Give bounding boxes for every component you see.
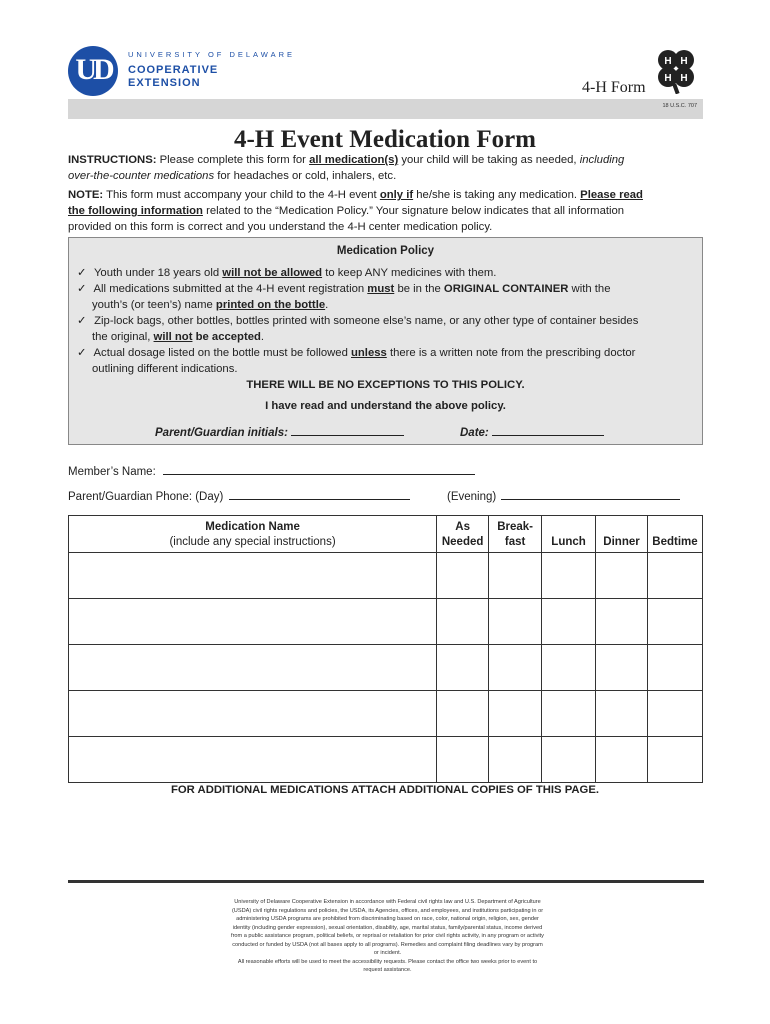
policy-emphasis: printed on the bottle bbox=[215, 299, 326, 311]
footer-line: identity (including gender expression), sexual orientation, disability, age, marital status, family/parental status, income derived bbox=[232, 924, 543, 931]
column-header-bedtime: Bedtime bbox=[647, 516, 702, 553]
medication-table bbox=[68, 515, 703, 783]
check-icon: ✓ bbox=[77, 347, 87, 359]
cell-breakfast[interactable] bbox=[489, 737, 542, 783]
footer-divider bbox=[68, 880, 704, 883]
table-header-row bbox=[69, 516, 703, 553]
instructions-italic: over-the-counter medications bbox=[68, 170, 215, 182]
footer-line: conducted or funded by USDA (not all bases apply to all programs). Remedies and complaint filing deadlines vary by program bbox=[232, 941, 543, 948]
instructions-label: INSTRUCTIONS: bbox=[68, 154, 157, 166]
check-icon: ✓ bbox=[77, 315, 87, 327]
header-bar bbox=[68, 99, 703, 119]
table-row bbox=[69, 599, 703, 645]
phone-evening-field bbox=[447, 489, 680, 503]
policy-text: . bbox=[260, 331, 265, 343]
footer-line: administering USDA programs are prohibited from discriminating based on race, color, national origin, religion, sex, gender bbox=[236, 916, 539, 922]
instructions-emphasis: all medication(s) bbox=[309, 154, 399, 166]
column-header-text: fast bbox=[504, 536, 526, 548]
cell-breakfast[interactable] bbox=[489, 645, 542, 691]
footer-line: or incident. bbox=[373, 950, 402, 956]
cell-medication-name[interactable] bbox=[69, 737, 437, 783]
cell-bedtime[interactable] bbox=[647, 737, 702, 783]
policy-text: to keep ANY medicines with them. bbox=[325, 267, 497, 279]
form-label: 4-H Form bbox=[582, 79, 646, 96]
policy-emphasis: be accepted bbox=[195, 331, 261, 343]
initials-field bbox=[155, 425, 404, 439]
note-emphasis: only if bbox=[379, 189, 414, 201]
svg-text:H: H bbox=[680, 56, 688, 67]
phone-day-field bbox=[68, 489, 410, 503]
university-name: UNIVERSITY OF DELAWARE bbox=[128, 50, 295, 59]
policy-emphasis: ORIGINAL CONTAINER bbox=[443, 283, 569, 295]
phone-day-input-line[interactable] bbox=[229, 489, 410, 500]
cell-dinner[interactable] bbox=[596, 691, 648, 737]
column-header-medication bbox=[69, 516, 437, 553]
member-name-field bbox=[68, 464, 475, 478]
table-row bbox=[69, 737, 703, 783]
svg-text:H: H bbox=[664, 56, 672, 67]
cell-medication-name[interactable] bbox=[69, 691, 437, 737]
policy-text: . bbox=[325, 299, 329, 311]
footer-line: request assistance. bbox=[363, 967, 412, 973]
unit-name-line2: EXTENSION bbox=[128, 77, 201, 89]
cell-as-needed[interactable] bbox=[437, 599, 489, 645]
note-emphasis: the following information bbox=[68, 205, 203, 217]
svg-text:H: H bbox=[664, 73, 672, 84]
column-header-text: As bbox=[455, 521, 470, 533]
cell-bedtime[interactable] bbox=[647, 691, 702, 737]
svg-text:H: H bbox=[680, 73, 688, 84]
column-header-dinner: Dinner bbox=[596, 516, 648, 553]
cell-as-needed[interactable] bbox=[437, 691, 489, 737]
date-label: Date: bbox=[460, 427, 489, 439]
cell-breakfast[interactable] bbox=[489, 599, 542, 645]
policy-emphasis: will not bbox=[153, 331, 193, 343]
initials-input-line[interactable] bbox=[291, 425, 404, 436]
note-text: he/she is taking any medication. bbox=[416, 189, 578, 201]
phone-day-label: Parent/Guardian Phone: (Day) bbox=[68, 491, 224, 503]
policy-emphasis: unless bbox=[351, 347, 387, 359]
policy-heading: Medication Policy bbox=[336, 245, 435, 257]
phone-evening-input-line[interactable] bbox=[501, 489, 680, 500]
cell-medication-name[interactable] bbox=[69, 553, 437, 599]
acknowledgement-text: I have read and understand the above policy. bbox=[265, 400, 506, 412]
column-header-lunch: Lunch bbox=[542, 516, 596, 553]
policy-text: Youth under 18 years old bbox=[93, 267, 220, 279]
table-row bbox=[69, 645, 703, 691]
policy-item bbox=[77, 313, 695, 345]
cell-lunch[interactable] bbox=[542, 737, 596, 783]
cell-medication-name[interactable] bbox=[69, 599, 437, 645]
note-text: This form must accompany your child to the 4-H event bbox=[106, 189, 377, 201]
policy-emphasis: must bbox=[367, 283, 395, 295]
cell-medication-name[interactable] bbox=[69, 645, 437, 691]
column-header-text: Break- bbox=[497, 521, 533, 533]
policy-text: Zip-lock bags, other bottles, bottles printed with someone else’s name, or any other type of container besides bbox=[94, 315, 639, 327]
cell-as-needed[interactable] bbox=[437, 645, 489, 691]
cell-dinner[interactable] bbox=[596, 553, 648, 599]
cell-breakfast[interactable] bbox=[489, 553, 542, 599]
cell-lunch[interactable] bbox=[542, 599, 596, 645]
column-header-breakfast bbox=[489, 516, 542, 553]
policy-text: All medications submitted at the 4-H event registration bbox=[93, 283, 365, 295]
4h-clover-icon bbox=[652, 46, 700, 94]
member-name-label: Member’s Name: bbox=[68, 466, 156, 478]
cell-bedtime[interactable] bbox=[647, 599, 702, 645]
cell-lunch[interactable] bbox=[542, 553, 596, 599]
column-header-as-needed bbox=[437, 516, 489, 553]
policy-text: with the bbox=[571, 283, 611, 295]
policy-text: there is a written note from the prescribing doctor bbox=[389, 347, 636, 359]
column-header-text: (include any special instructions) bbox=[169, 536, 336, 548]
policy-item bbox=[77, 345, 695, 377]
check-icon: ✓ bbox=[77, 283, 87, 295]
note-text: related to the “Medication Policy.” Your signature below indicates that all information bbox=[206, 205, 625, 217]
ud-logo: UD bbox=[68, 46, 118, 96]
usc-code: 18 U.S.C. 707 bbox=[662, 103, 697, 109]
cell-dinner[interactable] bbox=[596, 645, 648, 691]
no-exceptions-notice: THERE WILL BE NO EXCEPTIONS TO THIS POLICY. bbox=[246, 379, 525, 391]
policy-emphasis: will not be allowed bbox=[222, 267, 323, 279]
instructions-text: Please complete this form for bbox=[159, 154, 306, 166]
footer-line: from a public assistance program, political beliefs, or reprisal or retaliation for prior civil rights activity, in any program or activity bbox=[231, 933, 544, 939]
policy-text: Actual dosage listed on the bottle must be followed bbox=[93, 347, 348, 359]
column-header-text: Medication Name bbox=[205, 521, 300, 533]
check-icon: ✓ bbox=[77, 267, 87, 279]
note-label: NOTE: bbox=[68, 189, 104, 201]
policy-text: be in the bbox=[397, 283, 441, 295]
footer-line: (USDA) civil rights regulations and policies, the USDA, its Agencies, offices, and employees, and institutions participating in or bbox=[231, 907, 544, 914]
member-name-input-line[interactable] bbox=[163, 464, 475, 475]
cell-dinner[interactable] bbox=[596, 737, 648, 783]
page-title: 4-H Event Medication Form bbox=[233, 126, 537, 153]
policy-item bbox=[77, 281, 695, 313]
note bbox=[68, 187, 704, 235]
cell-breakfast[interactable] bbox=[489, 691, 542, 737]
cell-dinner[interactable] bbox=[596, 599, 648, 645]
date-field bbox=[460, 425, 604, 439]
policy-text: outlining different indications. bbox=[92, 363, 238, 375]
date-input-line[interactable] bbox=[492, 425, 604, 436]
policy-item bbox=[77, 265, 695, 281]
phone-evening-label: (Evening) bbox=[447, 491, 497, 503]
cell-lunch[interactable] bbox=[542, 691, 596, 737]
column-header-text: Needed bbox=[441, 536, 484, 548]
cell-bedtime[interactable] bbox=[647, 553, 702, 599]
footer-statement bbox=[215, 898, 560, 975]
note-emphasis: Please read bbox=[580, 189, 643, 201]
footer-line: All reasonable efforts will be used to meet the accessibility requests. Please contact the office two weeks prior to event to bbox=[237, 958, 538, 965]
cell-as-needed[interactable] bbox=[437, 553, 489, 599]
additional-copies-notice: FOR ADDITIONAL MEDICATIONS ATTACH ADDITIONAL COPIES OF THIS PAGE. bbox=[170, 784, 600, 796]
note-text: provided on this form is correct and you understand the 4-H center medication policy. bbox=[68, 221, 493, 233]
footer-line: University of Delaware Cooperative Extension in accordance with Federal civil rights law and U.S. Department of Agriculture bbox=[234, 899, 541, 905]
instructions bbox=[68, 152, 704, 184]
medication-policy-box bbox=[68, 237, 703, 445]
table-row bbox=[69, 691, 703, 737]
table-row bbox=[69, 553, 703, 599]
unit-name-line1: COOPERATIVE bbox=[128, 64, 219, 76]
cell-lunch[interactable] bbox=[542, 645, 596, 691]
instructions-text: your child will be taking as needed, bbox=[401, 154, 577, 166]
policy-text: youth’s (or teen’s) name bbox=[92, 299, 213, 311]
policy-text: the original, bbox=[92, 331, 151, 343]
initials-label: Parent/Guardian initials: bbox=[155, 427, 288, 439]
instructions-italic: including bbox=[579, 154, 625, 166]
cell-bedtime[interactable] bbox=[647, 645, 702, 691]
instructions-text: for headaches or cold, inhalers, etc. bbox=[217, 170, 397, 182]
cell-as-needed[interactable] bbox=[437, 737, 489, 783]
